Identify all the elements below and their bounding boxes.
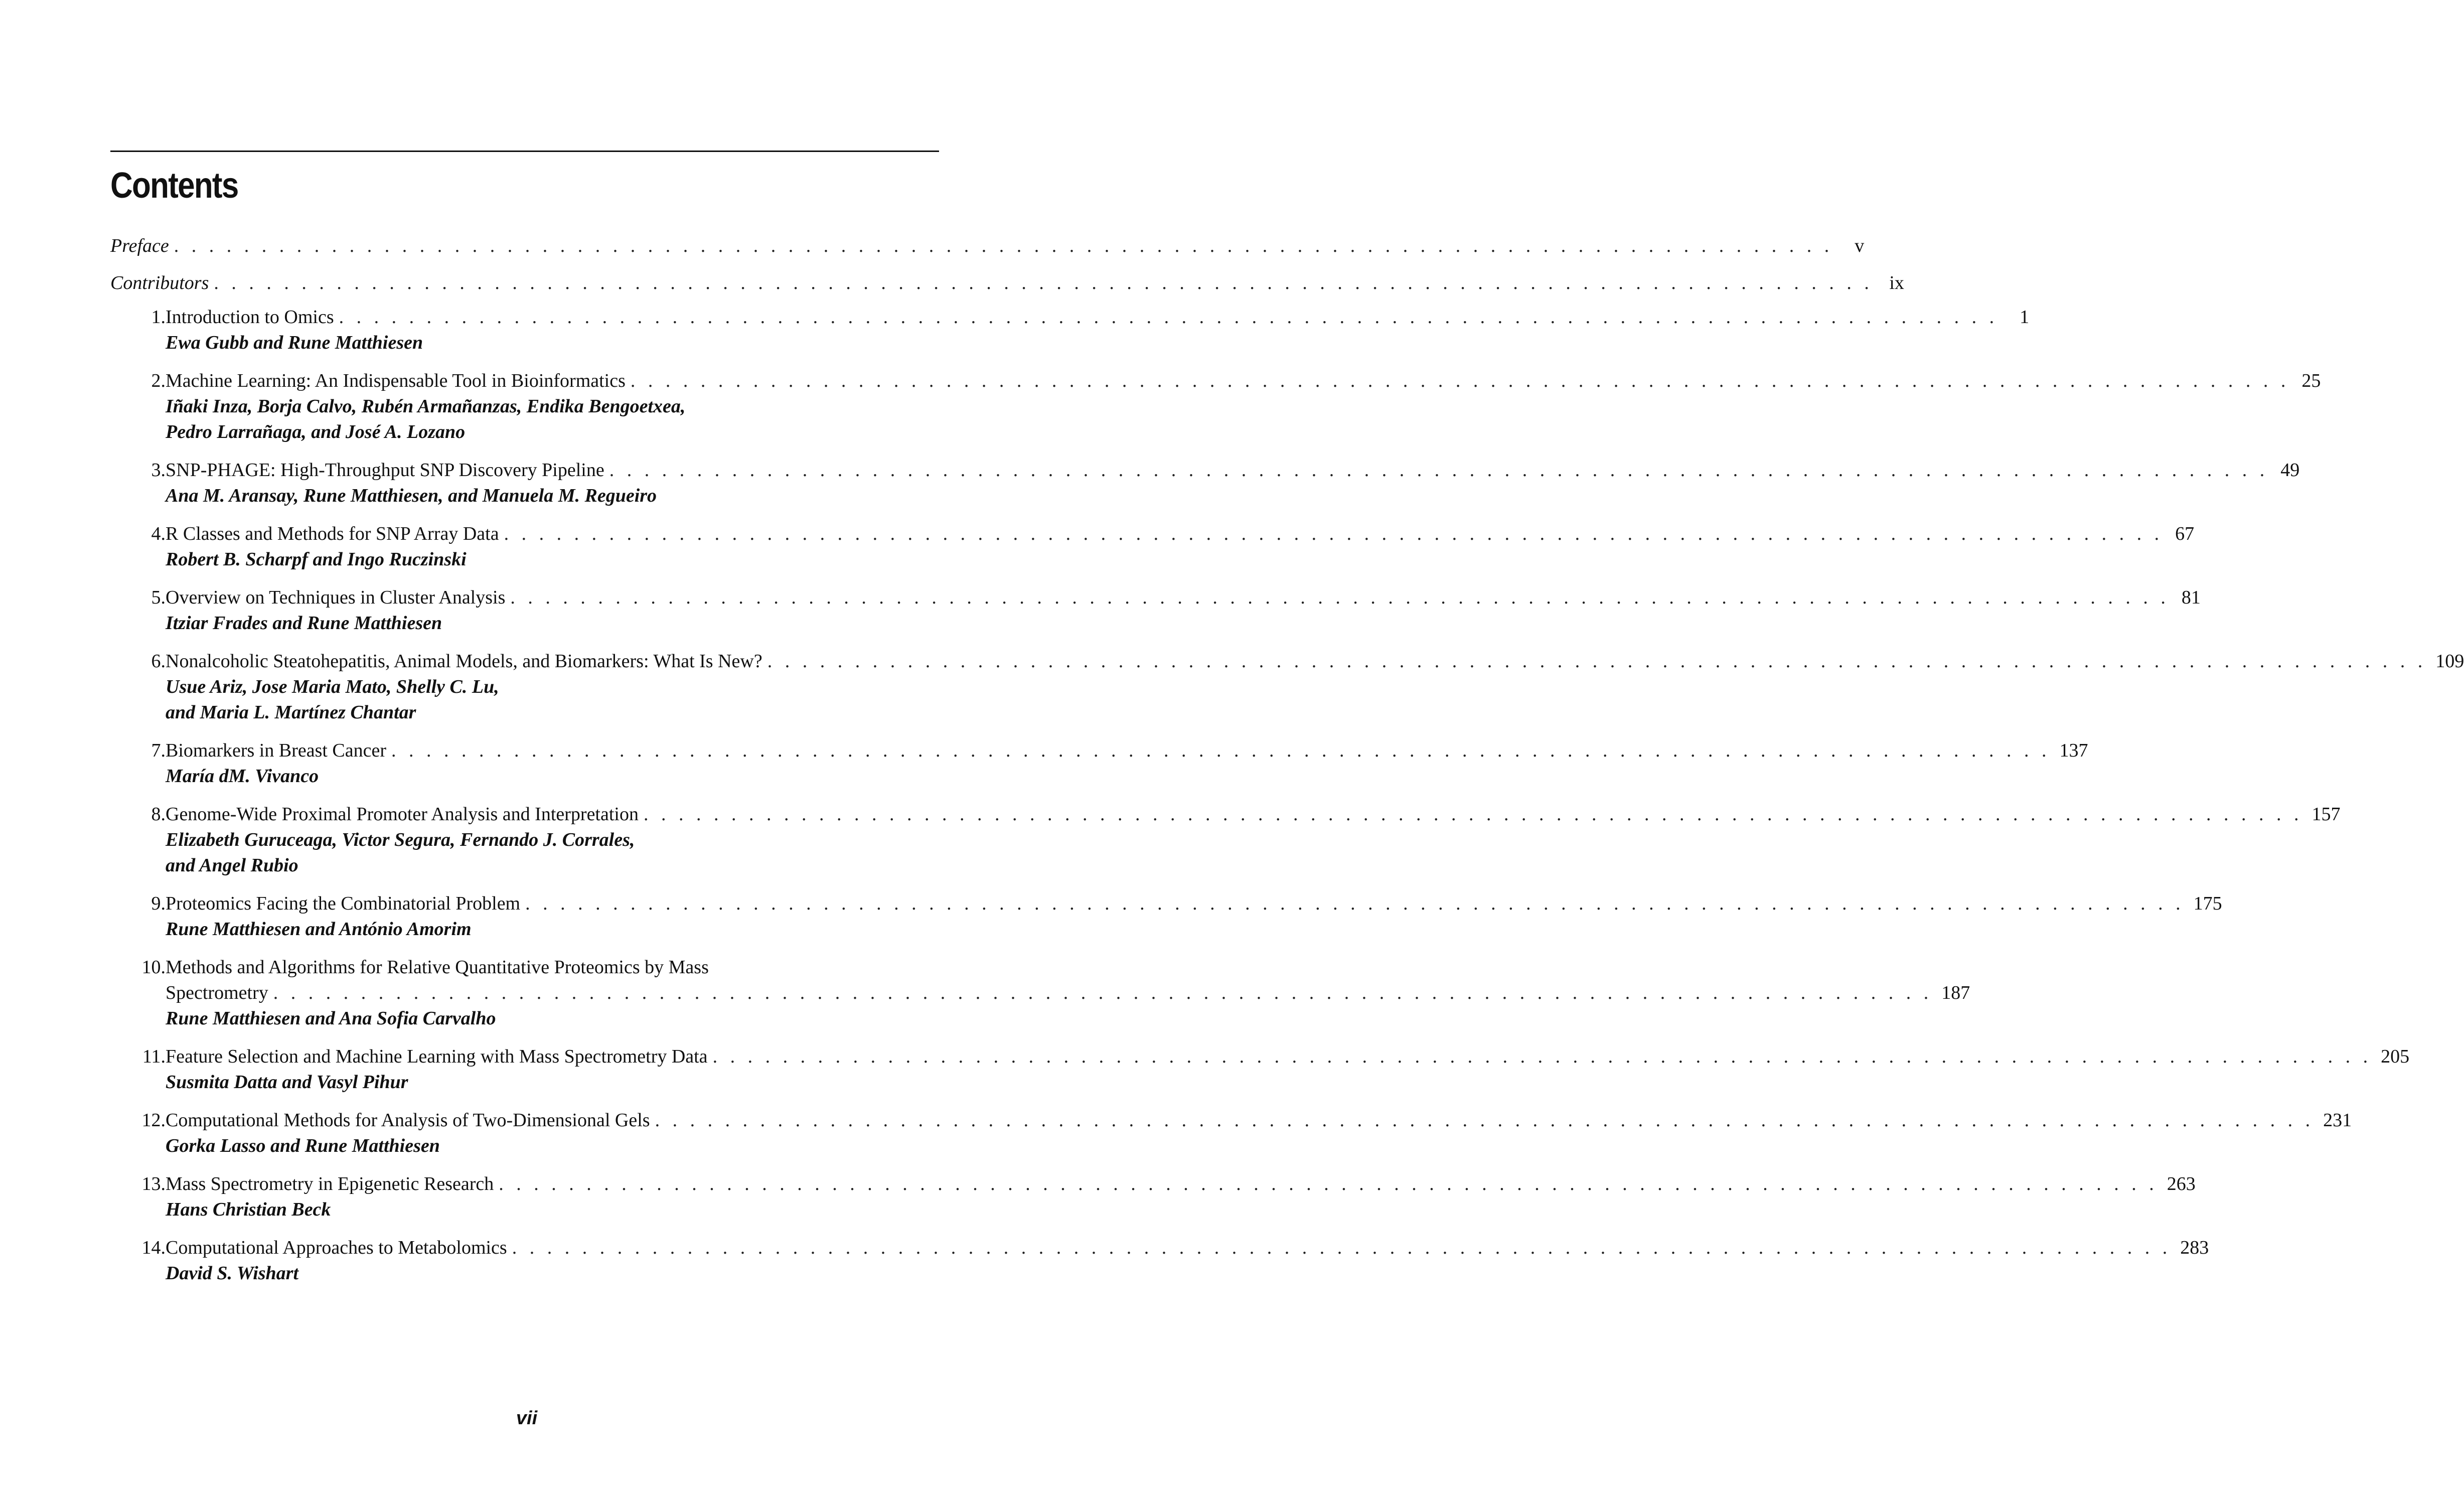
chapter-title-row [166, 368, 2321, 394]
front-matter-title: Contributors [110, 272, 209, 293]
page-number: 109 [2435, 651, 2464, 672]
chapter-body [166, 1044, 2409, 1095]
toc-entry-chapter[interactable] [110, 585, 2201, 636]
chapter-body [166, 955, 1970, 1031]
page-title: Contents [110, 166, 238, 206]
page-number: 137 [2059, 740, 2088, 761]
chapter-body [166, 305, 2029, 356]
chapter-title-row [166, 1108, 2352, 1133]
chapter-body [166, 1108, 2352, 1159]
chapter-body [166, 368, 2321, 445]
chapter-authors: Gorka Lasso and Rune Matthiesen [166, 1135, 440, 1156]
chapter-title-row [166, 891, 2222, 917]
dot-leader [504, 521, 2164, 547]
chapter-authors: Hans Christian Beck [166, 1199, 331, 1220]
chapter-body [166, 585, 2201, 636]
chapter-number-cell [110, 585, 166, 636]
chapter-title: Feature Selection and Machine Learning with Mass Spectrometry Data [166, 1046, 708, 1067]
dot-leader [609, 458, 2269, 483]
chapter-body [166, 891, 2222, 942]
chapter-number-cell [110, 368, 166, 445]
contents-page [110, 150, 2464, 1286]
chapter-number-cell [110, 305, 166, 356]
page-number: 81 [2181, 587, 2201, 608]
chapter-number: 13. [141, 1173, 166, 1194]
chapter-title: SNP-PHAGE: High-Throughput SNP Discovery Pipeline [166, 460, 604, 481]
chapter-title: Computational Approaches to Metabolomics [166, 1237, 507, 1258]
table-of-contents [110, 227, 2464, 1286]
chapter-title: Mass Spectrometry in Epigenetic Research [166, 1173, 494, 1194]
chapter-number-cell [110, 891, 166, 942]
page-number: 175 [2193, 893, 2222, 914]
chapter-number: 9. [151, 893, 166, 914]
chapter-title-row [166, 980, 1970, 1006]
toc-entry-chapter[interactable] [110, 1171, 2196, 1223]
toc-entry-chapter[interactable] [110, 649, 2464, 725]
chapter-number-cell [110, 955, 166, 1031]
chapter-title-row [166, 1044, 2409, 1070]
chapter-number-cell [110, 802, 166, 878]
chapter-title: Machine Learning: An Indispensable Tool in Bioinformatics [166, 370, 626, 391]
dot-leader [339, 305, 1998, 330]
chapter-number: 8. [151, 804, 166, 825]
chapter-number: 12. [141, 1110, 166, 1131]
chapter-body [166, 1171, 2196, 1223]
chapter-title-row [166, 305, 2029, 330]
page-number: 157 [2312, 804, 2341, 825]
dot-leader [499, 1171, 2158, 1197]
chapter-title-row [166, 802, 2340, 827]
chapter-authors: Usue Ariz, Jose Maria Mato, Shelly C. Lu, and Maria L. Martínez Chantar [166, 676, 499, 723]
chapter-list [110, 305, 2464, 1286]
top-rule [110, 150, 939, 152]
page-number: 67 [2175, 523, 2195, 544]
dot-leader [525, 891, 2185, 917]
chapter-title-row [166, 458, 2299, 483]
chapter-number: 11. [142, 1046, 166, 1067]
dot-leader [655, 1108, 2315, 1133]
chapter-number-cell [110, 521, 166, 572]
chapter-number: 7. [151, 740, 166, 761]
chapter-authors: Robert B. Scharpf and Ingo Ruczinski [166, 549, 467, 570]
chapter-title-row [166, 521, 2194, 547]
chapter-number-cell [110, 1044, 166, 1095]
toc-entry-chapter[interactable] [110, 955, 1970, 1031]
page-number: 1 [2020, 307, 2030, 328]
chapter-title: Introduction to Omics [166, 307, 334, 328]
chapter-number: 3. [151, 460, 166, 481]
chapter-title-row [166, 1171, 2196, 1197]
page-number: 283 [2180, 1237, 2209, 1258]
chapter-title-row [166, 738, 2088, 764]
toc-entry-chapter[interactable] [110, 368, 2321, 445]
chapter-body [166, 738, 2088, 789]
toc-entry-chapter[interactable] [110, 738, 2088, 789]
chapter-authors: Ana M. Aransay, Rune Matthiesen, and Manuela M. Regueiro [166, 485, 657, 506]
toc-entry-chapter[interactable] [110, 1235, 2209, 1286]
dot-leader [391, 738, 2051, 764]
dot-leader [214, 264, 1873, 302]
chapter-title: Spectrometry [166, 982, 268, 1003]
toc-entry-contributors[interactable] [110, 264, 1904, 302]
chapter-number: 1. [151, 307, 166, 328]
chapter-number-cell [110, 1235, 166, 1286]
dot-leader [767, 649, 2427, 674]
chapter-number-cell [110, 1108, 166, 1159]
chapter-title-row [166, 585, 2201, 611]
chapter-title-row [166, 1235, 2209, 1261]
chapter-authors: Rune Matthiesen and António Amorim [166, 919, 472, 940]
chapter-body [166, 649, 2464, 725]
chapter-number-cell [110, 649, 166, 725]
chapter-title-line: Methods and Algorithms for Relative Quantitative Proteomics by Mass [166, 957, 709, 978]
chapter-authors: Elizabeth Guruceaga, Victor Segura, Fernando J. Corrales, and Angel Rubio [166, 829, 635, 876]
chapter-body [166, 521, 2194, 572]
toc-entry-chapter[interactable] [110, 1108, 2352, 1159]
chapter-body [166, 458, 2299, 509]
page-number: 231 [2323, 1110, 2352, 1131]
chapter-number: 10. [141, 957, 166, 978]
page-number: v [1855, 235, 1865, 256]
page-number: 187 [1941, 982, 1970, 1003]
chapter-number: 14. [141, 1237, 166, 1258]
chapter-title: Nonalcoholic Steatohepatitis, Animal Models, and Biomarkers: What Is New? [166, 651, 762, 672]
page-number: 25 [2301, 370, 2321, 391]
chapter-number: 6. [151, 651, 166, 672]
dot-leader [631, 368, 2290, 394]
dot-leader [512, 1235, 2172, 1261]
chapter-number-cell [110, 1171, 166, 1223]
page-folio: vii [516, 1408, 538, 1429]
dot-leader [644, 802, 2303, 827]
dot-leader [713, 1044, 2372, 1070]
page-number: ix [1889, 272, 1904, 293]
chapter-title: Overview on Techniques in Cluster Analysis [166, 587, 506, 608]
chapter-number-cell [110, 458, 166, 509]
chapter-body [166, 802, 2340, 878]
front-matter-title: Preface [110, 235, 169, 256]
chapter-number-cell [110, 738, 166, 789]
chapter-authors: Itziar Frades and Rune Matthiesen [166, 613, 442, 634]
chapter-title: Biomarkers in Breast Cancer [166, 740, 387, 761]
chapter-authors: Rune Matthiesen and Ana Sofia Carvalho [166, 1008, 496, 1029]
page-number: 205 [2381, 1046, 2410, 1067]
chapter-title: Proteomics Facing the Combinatorial Problem [166, 893, 521, 914]
chapter-number: 5. [151, 587, 166, 608]
chapter-authors: David S. Wishart [166, 1263, 299, 1284]
chapter-title: R Classes and Methods for SNP Array Data [166, 523, 499, 544]
dot-leader [174, 227, 1833, 264]
toc-entry-chapter[interactable] [110, 458, 2300, 509]
chapter-number: 4. [151, 523, 166, 544]
chapter-title: Genome-Wide Proximal Promoter Analysis and Interpretation [166, 804, 639, 825]
toc-entry-chapter[interactable] [110, 305, 2030, 356]
page-number: 263 [2167, 1173, 2196, 1194]
chapter-number: 2. [151, 370, 166, 391]
dot-leader [273, 980, 1933, 1006]
chapter-authors: Ewa Gubb and Rune Matthiesen [166, 332, 423, 353]
toc-entry-preface[interactable] [110, 227, 1865, 264]
toc-entry-chapter[interactable] [110, 1044, 2410, 1095]
chapter-body [166, 1235, 2209, 1286]
toc-entry-chapter[interactable] [110, 802, 2341, 878]
toc-entry-chapter[interactable] [110, 891, 2222, 942]
toc-entry-chapter[interactable] [110, 521, 2195, 572]
chapter-authors: Iñaki Inza, Borja Calvo, Rubén Armañanzas, Endika Bengoetxea, Pedro Larrañaga, and José A. Lozano [166, 396, 686, 442]
chapter-title: Computational Methods for Analysis of Two-Dimensional Gels [166, 1110, 650, 1131]
chapter-authors: Susmita Datta and Vasyl Pihur [166, 1072, 408, 1093]
page-number: 49 [2280, 460, 2300, 481]
chapter-authors: María dM. Vivanco [166, 766, 319, 787]
chapter-title-row [166, 649, 2464, 674]
dot-leader [510, 585, 2170, 611]
